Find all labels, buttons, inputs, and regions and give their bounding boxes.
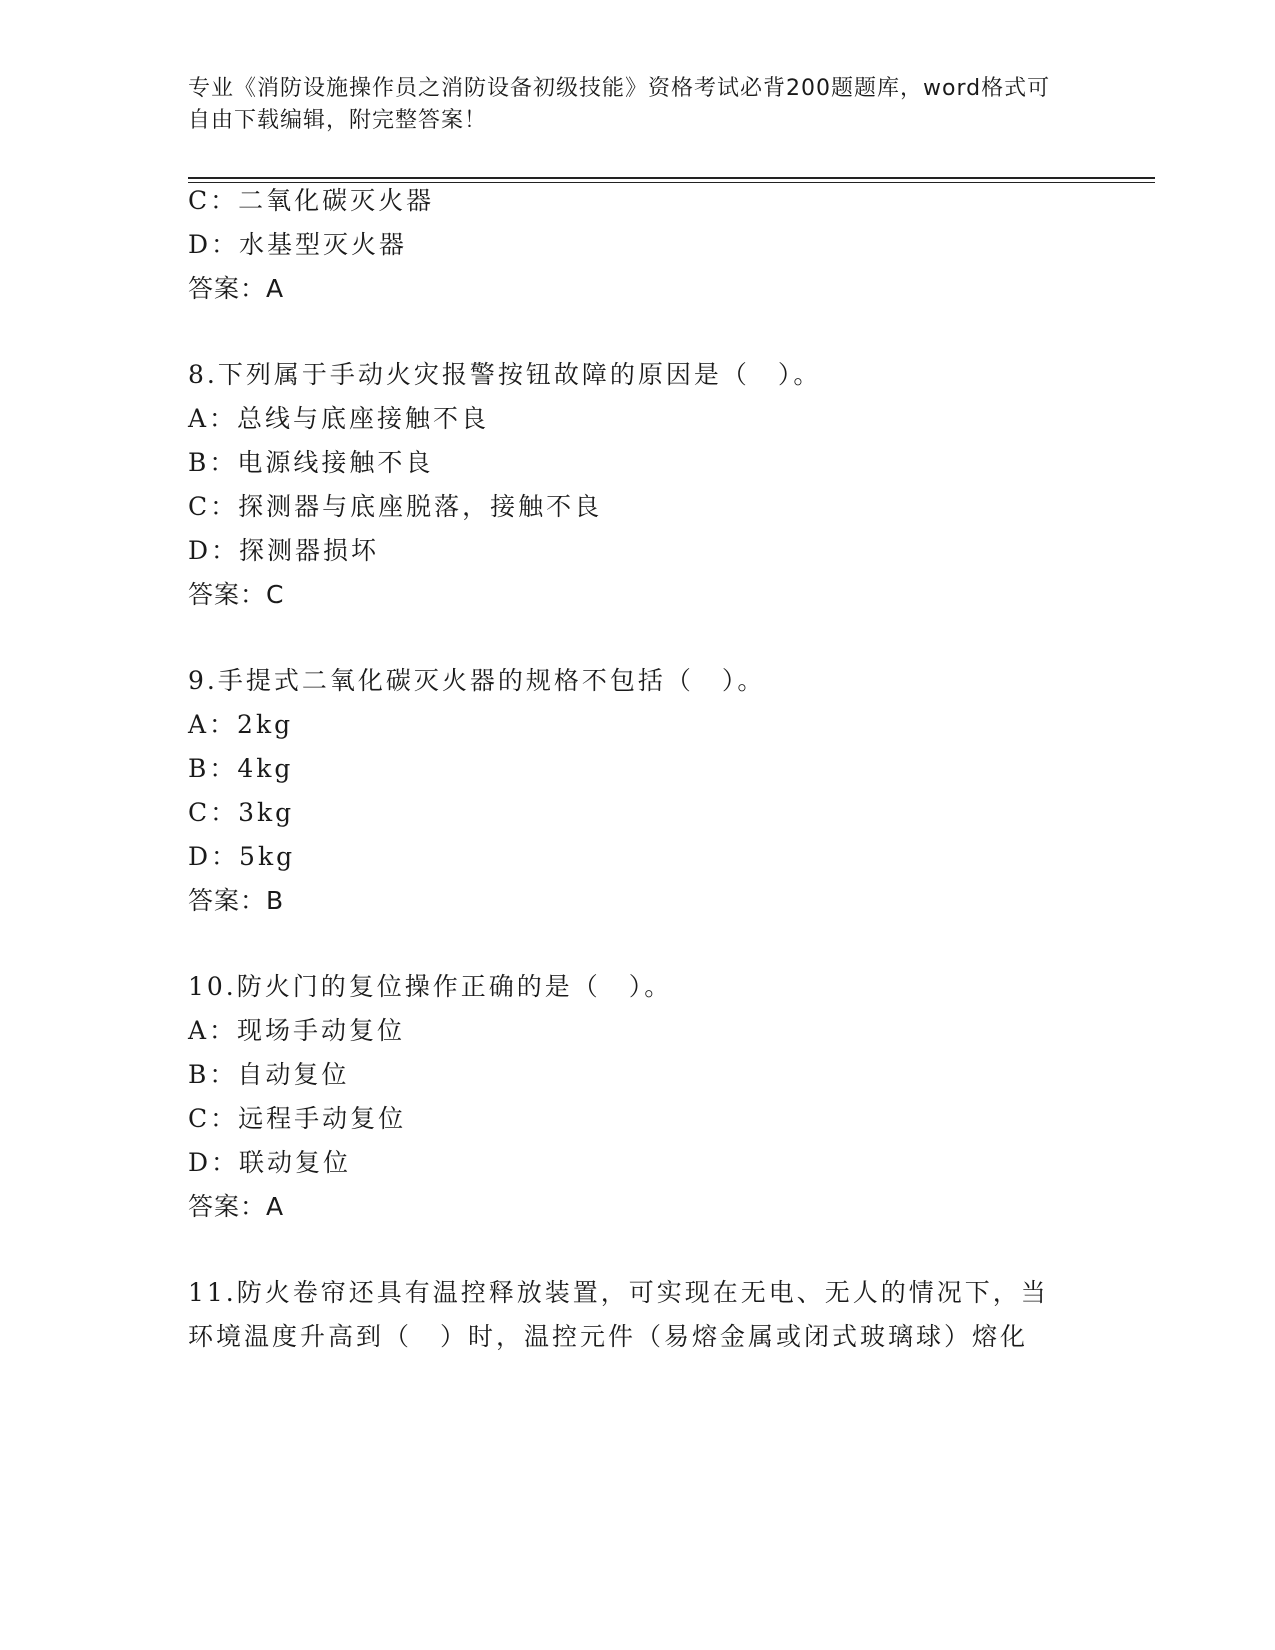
q9-option-c: C：3kg bbox=[188, 798, 295, 827]
q9-question: 9.手提式二氧化碳灭火器的规格不包括（ ）。 bbox=[188, 666, 766, 695]
q7-option-d: D：水基型灭火器 bbox=[188, 230, 408, 259]
q10-question: 10.防火门的复位操作正确的是（ ）。 bbox=[188, 972, 673, 1001]
q8-question: 8.下列属于手动火灾报警按钮故障的原因是（ ）。 bbox=[188, 360, 822, 389]
q8-answer: 答案：C bbox=[188, 580, 285, 609]
header-divider-thin bbox=[188, 182, 1155, 183]
header-divider-thick bbox=[188, 177, 1155, 179]
q10-option-d: D：联动复位 bbox=[188, 1148, 352, 1177]
q10-option-c: C：远程手动复位 bbox=[188, 1104, 407, 1133]
q10-option-b: B：自动复位 bbox=[188, 1060, 350, 1089]
q8-option-d: D：探测器损坏 bbox=[188, 536, 380, 565]
q9-option-d: D：5kg bbox=[188, 842, 296, 871]
q11-question-line-2: 环境温度升高到（ ）时，温控元件（易熔金属或闭式玻璃球）熔化 bbox=[188, 1322, 1029, 1351]
q8-option-a: A：总线与底座接触不良 bbox=[188, 404, 490, 433]
q8-option-c: C：探测器与底座脱落，接触不良 bbox=[188, 492, 603, 521]
q8-option-b: B：电源线接触不良 bbox=[188, 448, 434, 477]
q9-answer: 答案：B bbox=[188, 886, 285, 915]
q9-option-b: B：4kg bbox=[188, 754, 294, 783]
document-header-description: 专业《消防设施操作员之消防设备初级技能》资格考试必背200题题库，word格式可自由下载编辑，附完整答案！ bbox=[188, 76, 1051, 133]
q11-question-line-1: 11.防火卷帘还具有温控释放装置，可实现在无电、无人的情况下，当 bbox=[188, 1278, 1049, 1307]
q7-answer: 答案：A bbox=[188, 274, 285, 303]
q7-option-c: C：二氧化碳灭火器 bbox=[188, 186, 435, 215]
q10-option-a: A：现场手动复位 bbox=[188, 1016, 406, 1045]
q9-option-a: A：2kg bbox=[188, 710, 294, 739]
q10-answer: 答案：A bbox=[188, 1192, 285, 1221]
